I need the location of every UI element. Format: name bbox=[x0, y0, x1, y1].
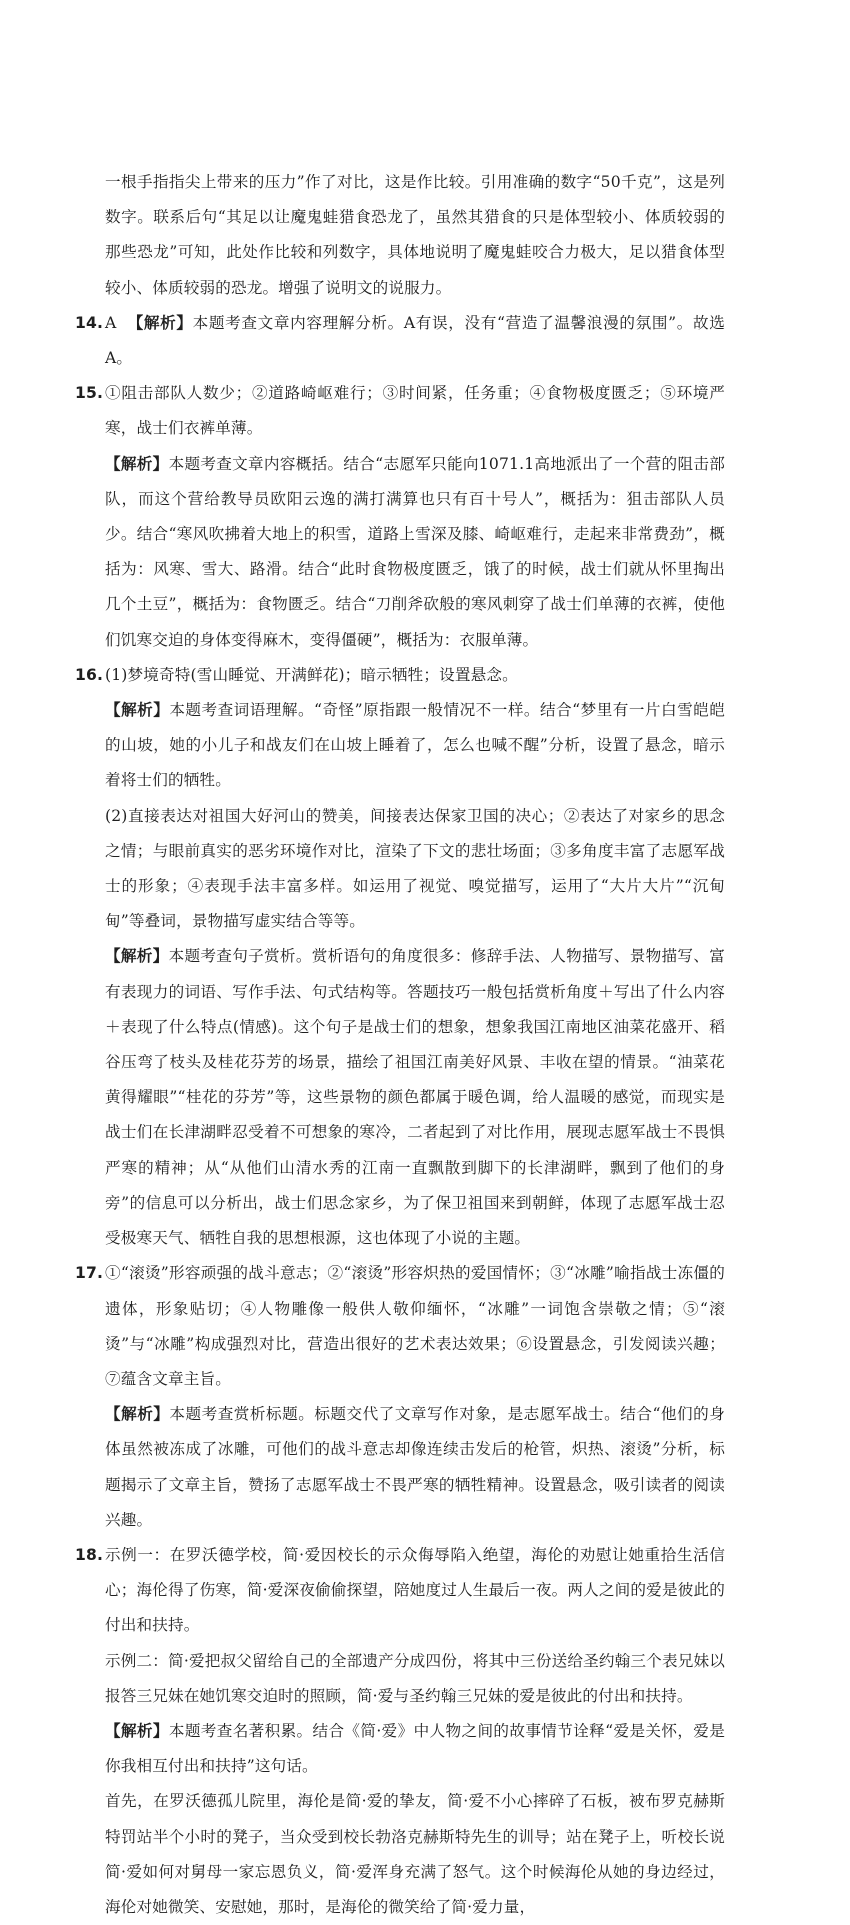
question-14 bbox=[75, 306, 725, 376]
analysis-block bbox=[75, 939, 725, 1256]
analysis-block bbox=[75, 447, 725, 658]
analysis-tag: 【解析】 bbox=[105, 1405, 170, 1424]
question-number: 14. bbox=[75, 313, 104, 332]
analysis-block bbox=[75, 1397, 725, 1538]
answer-text: ①阻击部队人数少；②道路崎岖难行；③时间紧，任务重；④食物极度匮乏；⑤环境严寒，战士们衣裤单薄。 bbox=[105, 384, 725, 438]
analysis-continued: 首先，在罗沃德孤儿院里，海伦是简·爱的挚友，简·爱不小心摔碎了石板，被布罗克赫斯特罚站半个小时的凳子，当众受到校长勃洛克赫斯特先生的训导；站在凳子上，听校长说简·爱如何对舅母一家忘恩负义，简·爱浑身充满了怒气。这个时候海伦从她的身边经过，海伦对她微笑、安慰她，那时，是海伦的微笑给了简·爱力量， bbox=[105, 1792, 725, 1916]
analysis-text: 本题考查赏析标题。标题交代了文章写作对象，是志愿军战士。结合“他们的身体虽然被冻成了冰雕，可他们的战斗意志却像连续击发后的枪管，炽热、滚烫”分析，标题揭示了文章主旨，赞扬了志愿军战士不畏严寒的牺牲精神。设置悬念，吸引读者的阅读兴趣。 bbox=[105, 1405, 725, 1529]
question-18 bbox=[75, 1538, 725, 1644]
answer-text: ①“滚烫”形容顽强的战斗意志；②“滚烫”形容炽热的爱国情怀；③“冰雕”喻指战士冻僵的遗体，形象贴切；④人物雕像一般供人敬仰缅怀，“冰雕”一词饱含崇敬之情；⑤“滚烫”与“冰雕”构成强烈对比，营造出很好的艺术表达效果；⑥设置悬念，引发阅读兴趣；⑦蕴含文章主旨。 bbox=[105, 1264, 725, 1388]
question-number: 16. bbox=[75, 665, 104, 684]
question-number: 18. bbox=[75, 1545, 104, 1564]
analysis-text: 本题考查词语理解。“奇怪”原指跟一般情况不一样。结合“梦里有一片白雪皑皑的山坡，她的小儿子和战友们在山坡上睡着了，怎么也喊不醒”分析，设置了悬念，暗示着将士们的牺牲。 bbox=[105, 701, 725, 790]
analysis-text: 本题考查句子赏析。赏析语句的角度很多：修辞手法、人物描写、景物描写、富有表现力的词语、写作手法、句式结构等。答题技巧一般包括赏析角度＋写出了什么内容＋表现了什么特点(情感)。这个句子是战士们的想象，想象我国江南地区油菜花盛开、稻谷压弯了枝头及桂花芬芳的场景，描绘了祖国江南美好风景、丰收在望的情景。“油菜花黄得耀眼”“桂花的芬芳”等，这些景物的颜色都属于暖色调，给人温暖的感觉，而现实是战士们在长津湖畔忍受着不可想象的寒冷，二者起到了对比作用，展现志愿军战士不畏惧严寒的精神；从“从他们山清水秀的江南一直飘散到脚下的长津湖畔，飘到了他们的身旁”的信息可以分析出，战士们思念家乡，为了保卫祖国来到朝鲜，体现了志愿军战士忍受极寒天气、牺牲自我的思想根源，这也体现了小说的主题。 bbox=[105, 947, 725, 1248]
analysis-tag: 【解析】 bbox=[105, 1721, 169, 1740]
answer-text: (1)梦境奇特(雪山睡觉、开满鲜花)；暗示牺牲；设置悬念。 bbox=[105, 665, 518, 684]
analysis-block bbox=[75, 693, 725, 799]
question-17 bbox=[75, 1256, 725, 1397]
answer-content bbox=[75, 165, 725, 1925]
example-two: 示例二：简·爱把叔父留给自己的全部遗产分成四份，将其中三份送给圣约翰三个表兄妹以报答三兄妹在她饥寒交迫时的照顾，简·爱与圣约翰三兄妹的爱是彼此的付出和扶持。 bbox=[105, 1651, 725, 1705]
question-number: 15. bbox=[75, 384, 104, 403]
q13-continuation: 一根手指指尖上带来的压力”作了对比，这是作比较。引用准确的数字“50千克”，这是列数字。联系后句“其足以让魔鬼蛙猎食恐龙了，虽然其猎食的只是体型较小、体质较弱的那些恐龙”可知，此处作比较和列数字，具体地说明了魔鬼蛙咬合力极大，足以猎食体型较小、体质较弱的恐龙。增强了说明文的说服力。 bbox=[105, 173, 725, 297]
question-number: 17. bbox=[75, 1264, 104, 1283]
analysis-tag: 【解析】 bbox=[105, 947, 169, 966]
analysis-block bbox=[75, 1714, 725, 1784]
question-15 bbox=[75, 376, 725, 446]
analysis-tag: 【解析】 bbox=[105, 454, 169, 473]
example-one: 示例一：在罗沃德学校，简·爱因校长的示众侮辱陷入绝望，海伦的劝慰让她重拾生活信心；海伦得了伤寒，简·爱深夜偷偷探望，陪她度过人生最后一夜。两人之间的爱是彼此的付出和扶持。 bbox=[105, 1545, 725, 1635]
question-16 bbox=[75, 658, 725, 693]
analysis-tag: 【解析】 bbox=[127, 313, 193, 332]
answer-text: A bbox=[105, 313, 117, 332]
analysis-text: 本题考查名著积累。结合《简·爱》中人物之间的故事情节诠释“爱是关怀，爱是你我相互付出和扶持”这句话。 bbox=[105, 1721, 725, 1776]
analysis-text: 本题考查文章内容理解分析。A有误，没有“营造了温馨浪漫的氛围”。故选A。 bbox=[105, 313, 726, 368]
analysis-tag: 【解析】 bbox=[105, 701, 170, 720]
answer-text: (2)直接表达对祖国大好河山的赞美，间接表达保家卫国的决心；②表达了对家乡的思念之情；与眼前真实的恶劣环境作对比，渲染了下文的悲壮场面；③多角度丰富了志愿军战士的形象；④表现手法丰富多样。如运用了视觉、嗅觉描写，运用了“大片大片”“沉甸甸”等叠词，景物描写虚实结合等等。 bbox=[105, 806, 725, 931]
analysis-text: 本题考查文章内容概括。结合“志愿军只能向1071.1高地派出了一个营的阻击部队，而这个营给教导员欧阳云逸的满打满算也只有百十号人”，概括为：狙击部队人员少。结合“寒风吹拂着大地上的积雪，道路上雪深及膝、崎岖难行，走起来非常费劲”，概括为：风寒、雪大、路滑。结合“此时食物极度匮乏，饿了的时候，战士们就从怀里掏出几个土豆”，概括为：食物匮乏。结合“刀削斧砍般的寒风刺穿了战士们单薄的衣裤，使他们饥寒交迫的身体变得麻木，变得僵硬”，概括为：衣服单薄。 bbox=[105, 454, 725, 649]
